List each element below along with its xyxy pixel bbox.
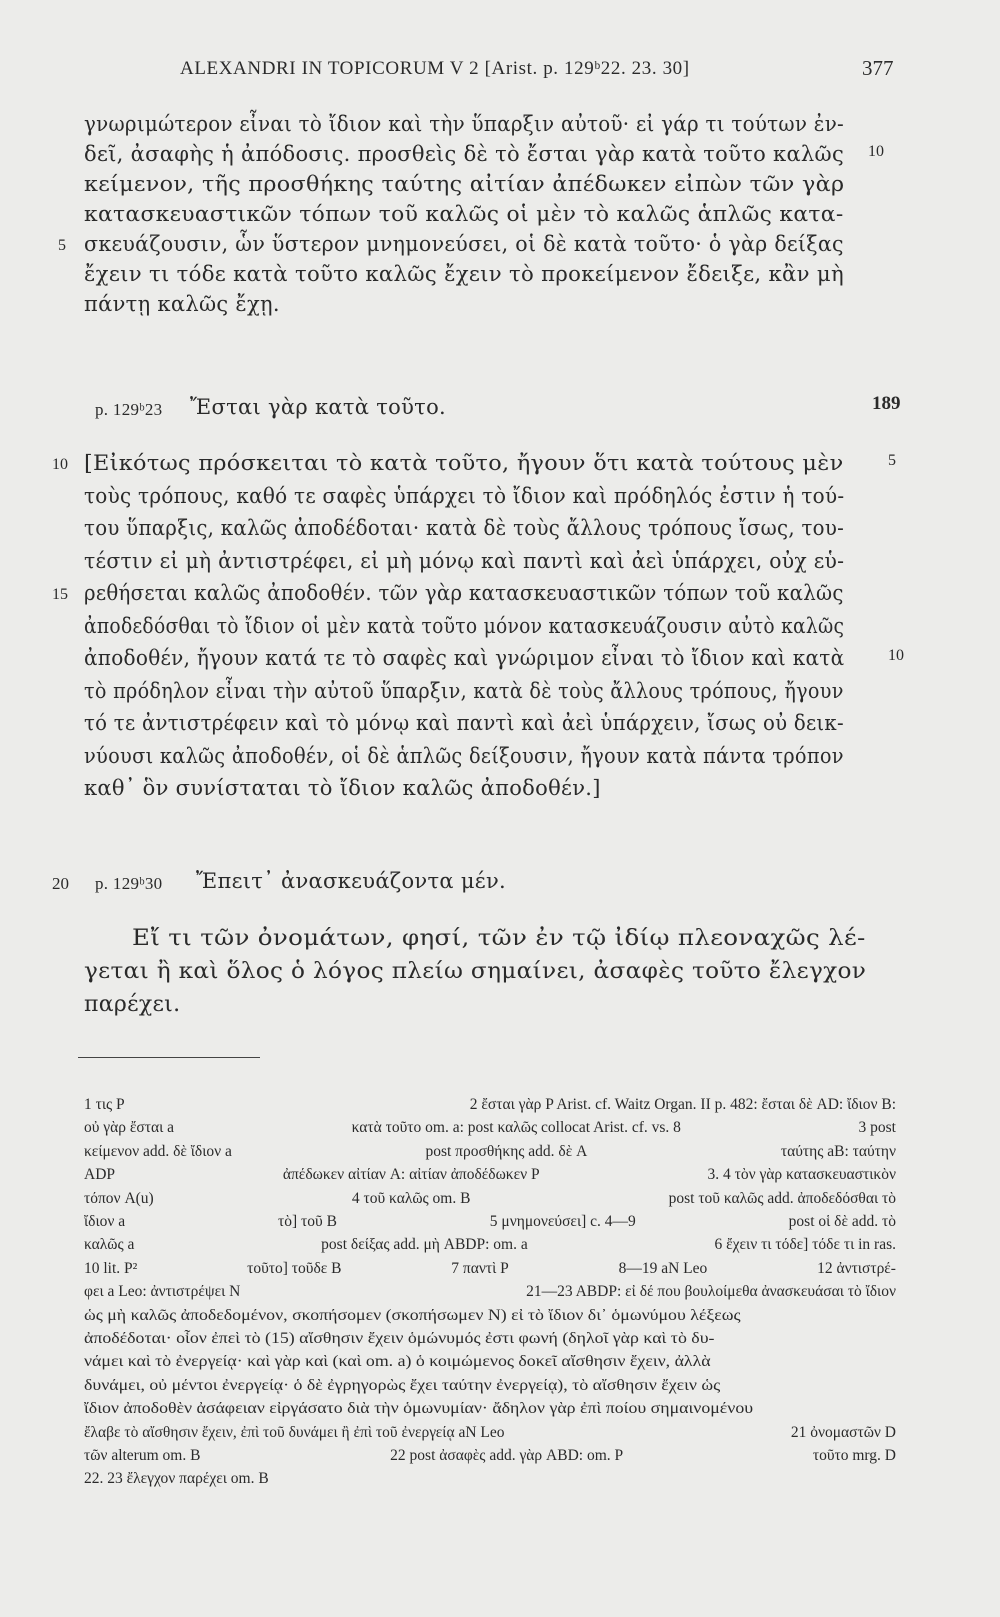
apparatus-line [84,1445,896,1467]
section3-line: γεται ἢ καὶ ὅλος ὁ λόγος πλείω σημαίνει, ἀσαφὲς τοῦτο ἔλεγχον [84,959,867,984]
section3-line: Εἴ τι τῶν ὀνομάτων, φησί, τῶν ἐν τῷ ἰδίῳ πλεοναχῶς λέ- [132,926,866,951]
apparatus-line [84,1422,896,1444]
apparatus-entry: post τοῦ καλῶς add. ἀποδεδόσθαι τὸ [668,1189,896,1207]
apparatus-line [84,1468,896,1490]
margin-number: 10 [888,647,904,664]
line-number: 10 [52,456,68,473]
section2-line: ρεθήσεται καλῶς ἀποδοθέν. τῶν γὰρ κατασκευαστικῶν τόπων τοῦ καλῶς [84,581,844,605]
margin-number: 10 [868,143,884,160]
margin-number: 5 [888,452,896,469]
apparatus-entry: ταύτης aB: ταύτην [780,1142,896,1160]
apparatus-entry: 8—19 aN Leo [618,1259,708,1277]
apparatus-entry: post οἱ δὲ add. τὸ [788,1213,896,1230]
apparatus-entry: ἴδιον a [84,1213,126,1230]
section2-line: τοὺς τρόπους, καθό τε σαφὲς ὑπάρχει τὸ ἴδιον καὶ πρόδηλός ἐστιν ἡ τού- [84,483,845,508]
apparatus-entry: ἴδιον ἀποδοθὲν ἀσάφειαν εἰργάσατο διὰ τὴν ὁμωνυμίαν· ἄδηλον γὰρ ἐπὶ ποίου σημαινομένου [84,1400,754,1418]
apparatus-entry: τοῦτο mrg. D [812,1447,896,1464]
margin-number: 189 [872,393,901,414]
apparatus-entry: τοῦτο] τοῦδε B [247,1259,342,1277]
apparatus-line [84,1328,714,1350]
apparatus-entry: 2 ἔσται γὰρ P Arist. cf. Waitz Organ. II p. 482: ἔσται δὲ AD: ἴδιον B: [469,1096,896,1113]
lemma-text: Ἔπειτ᾽ ἀνασκευάζοντα μέν. [196,869,507,893]
apparatus-entry: 6 ἔχειν τι τόδε] τόδε τι in ras. [714,1236,896,1254]
section2-line: καθ᾽ ὃν συνίσταται τὸ ἴδιον καλῶς ἀποδοθέν.] [84,776,601,800]
section2-line: τὸ πρόδηλον εἶναι τὴν αὐτοῦ ὕπαρξιν, κατὰ δὲ τοὺς ἄλλους τρόπους, ἤγουν [84,678,844,703]
apparatus-entry: νάμει καὶ τὸ ἐνεργείᾳ· καὶ γὰρ καὶ (καὶ om. a) ὁ κοιμώμενος δοκεῖ αἴσθησιν ἔχειν, ἀλλὰ [84,1353,711,1371]
apparatus-entry: ἔλαβε τὸ αἴσθησιν ἔχειν, ἐπὶ τοῦ δυνάμει ἢ ἐπὶ τοῦ ἐνεργείᾳ aN Leo [84,1423,505,1441]
apparatus-entry: 3. 4 τὸν γὰρ κατασκευαστικὸν [707,1166,896,1184]
footnote-separator [78,1057,260,1058]
apparatus-entry: ἀπέδωκεν αἰτίαν A: αἰτίαν ἀποδέδωκεν P [282,1166,540,1184]
section1-line: κατασκευαστικῶν τόπων τοῦ καλῶς οἱ μὲν τὸ καλῶς ἁπλῶς κατα- [84,202,844,226]
section2-line: τέστιν εἰ μὴ ἀντιστρέφει, εἰ μὴ μόνῳ καὶ παντὶ καὶ ἀεὶ ὑπάρχει, οὐχ εὑ- [84,548,845,573]
apparatus-entry: 21—23 ABDP: εἰ δέ που βουλοίμεθα ἀνασκευάσαι τὸ ἴδιον [526,1283,896,1301]
apparatus-entry: καλῶς a [84,1236,135,1254]
apparatus-line [84,1141,896,1163]
section1-line: κείμενον, τῆς προσθήκης ταύτης αἰτίαν ἀπέδωκεν εἰπὼν τῶν γὰρ [84,172,845,196]
apparatus-entry: ὡς μὴ καλῶς ἀποδεδομένον, σκοπήσομεν (σκοπήσωμεν N) εἰ τὸ ἴδιον δι᾽ ὁμωνύμου λέξεως [84,1306,741,1324]
apparatus-entry: ADP [84,1166,116,1184]
section1-line: ἔχειν τι τόδε κατὰ τοῦτο καλῶς ἔχειν τὸ προκείμενον ἔδειξε, κἂν μὴ [84,262,844,286]
apparatus-entry: τῶν alterum om. B [84,1447,201,1464]
apparatus-entry: 4 τοῦ καλῶς om. B [351,1189,471,1207]
apparatus-line [84,1305,741,1327]
apparatus-line [84,1281,896,1303]
apparatus-entry: 10 lit. P² [84,1259,138,1277]
apparatus-entry: 21 ὀνομαστῶν D [790,1423,896,1441]
section1-line: δεῖ, ἀσαφὴς ἡ ἀπόδοσις. προσθεὶς δὲ τὸ ἔσται γὰρ κατὰ τοῦτο καλῶς [84,142,845,166]
apparatus-entry: δυνάμει, οὐ μέντοι ἐνεργείᾳ· ὁ δὲ ἐγρηγορὼς ἔχει ταύτην ἐνεργείᾳ), τὸ αἴσθησιν ἔχειν ὡς [84,1376,721,1394]
apparatus-entry: 3 post [858,1119,896,1137]
section1-line: πάντῃ καλῶς ἔχῃ. [84,292,280,316]
apparatus-line [84,1234,896,1256]
apparatus-entry: 12 ἀντιστρέ- [817,1259,896,1277]
apparatus-line [84,1398,753,1420]
section2-line: [Εἰκότως πρόσκειται τὸ κατὰ τοῦτο, ἤγουν ὅτι κατὰ τούτους μὲν [84,451,844,475]
apparatus-entry: ἀποδέδοται· οἷον ἐπεὶ τὸ (15) αἴσθησιν ἔχειν ὁμώνυμός ἐστι φωνή (δηλοῖ γὰρ καὶ τὸ δυ- [84,1330,715,1347]
apparatus-entry: φει a Leo: ἀντιστρέψει N [84,1283,241,1301]
section2-line: τό τε ἀντιστρέφειν καὶ τὸ μόνῳ καὶ παντὶ καὶ ἀεὶ ὑπάρχειν, ἴσως οὐ δεικ- [84,711,844,735]
apparatus-entry: 22 post ἀσαφὲς add. γὰρ ABD: om. P [390,1447,624,1464]
apparatus-entry: κείμενον add. δὲ ἴδιον a [84,1142,232,1160]
apparatus-entry: post προσθήκης add. δὲ A [425,1142,588,1160]
apparatus-line [84,1117,896,1139]
apparatus-line [84,1375,720,1397]
section1-line: σκευάζουσιν, ὧν ὕστερον μνημονεύσει, οἱ δὲ κατὰ τοῦτο· ὁ γὰρ δείξας [84,232,844,256]
section2-line: ἀποδοθέν, ἤγουν κατά τε τὸ σαφὲς καὶ γνώριμον εἶναι τὸ ἴδιον καὶ κατὰ [84,646,845,670]
apparatus-line [84,1258,896,1280]
line-number: 5 [58,237,66,254]
section2-line: ἀποδεδόσθαι τὸ ἴδιον οἱ μὲν κατὰ τοῦτο μόνον κατασκευάζουσιν αὐτὸ καλῶς [84,613,845,638]
apparatus-entry: 22. 23 ἔλεγχον παρέχει om. B [84,1470,269,1488]
apparatus-entry: τὸ] τοῦ B [278,1213,337,1230]
apparatus-entry: post δείξας add. μὴ ABDP: om. a [321,1236,528,1254]
apparatus-entry: τόπον A(u) [84,1189,154,1207]
line-number: 20 [52,874,69,893]
apparatus-line [84,1211,896,1233]
section1-line: γνωριμώτερον εἶναι τὸ ἴδιον καὶ τὴν ὕπαρξιν αὐτοῦ· εἰ γάρ τι τούτων ἐν- [84,112,845,136]
apparatus-entry: οὐ γὰρ ἔσται a [84,1119,175,1137]
section3-line: παρέχει. [84,992,181,1017]
lemma-text: Ἔσται γὰρ κατὰ τοῦτο. [190,395,447,419]
apparatus-line [84,1094,896,1116]
page-number: 377 [862,56,894,80]
apparatus-entry: 7 παντὶ P [451,1259,509,1277]
section2-line: του ὕπαρξις, καλῶς ἀποδέδοται· κατὰ δὲ τοὺς ἄλλους τρόπους ἴσως, του- [84,516,845,540]
lemma-reference: p. 129ᵇ23 [95,400,163,419]
apparatus-line [84,1164,896,1186]
running-title: ALEXANDRI IN TOPICORUM V 2 [Arist. p. 129ᵇ22. 23. 30] [180,58,690,79]
apparatus-entry: κατὰ τοῦτο om. a: post καλῶς collocat Arist. cf. vs. 8 [351,1119,681,1137]
lemma-reference: p. 129ᵇ30 [95,874,163,893]
line-number: 15 [52,586,68,603]
apparatus-line [84,1188,896,1210]
apparatus-line [84,1351,711,1373]
section2-line: νύουσι καλῶς ἀποδοθέν, οἱ δὲ ἁπλῶς δείξουσιν, ἤγουν κατὰ πάντα τρόπον [84,743,844,768]
apparatus-entry: 5 μνημονεύσει] c. 4—9 [489,1213,636,1230]
apparatus-entry: 1 τις P [84,1096,125,1113]
